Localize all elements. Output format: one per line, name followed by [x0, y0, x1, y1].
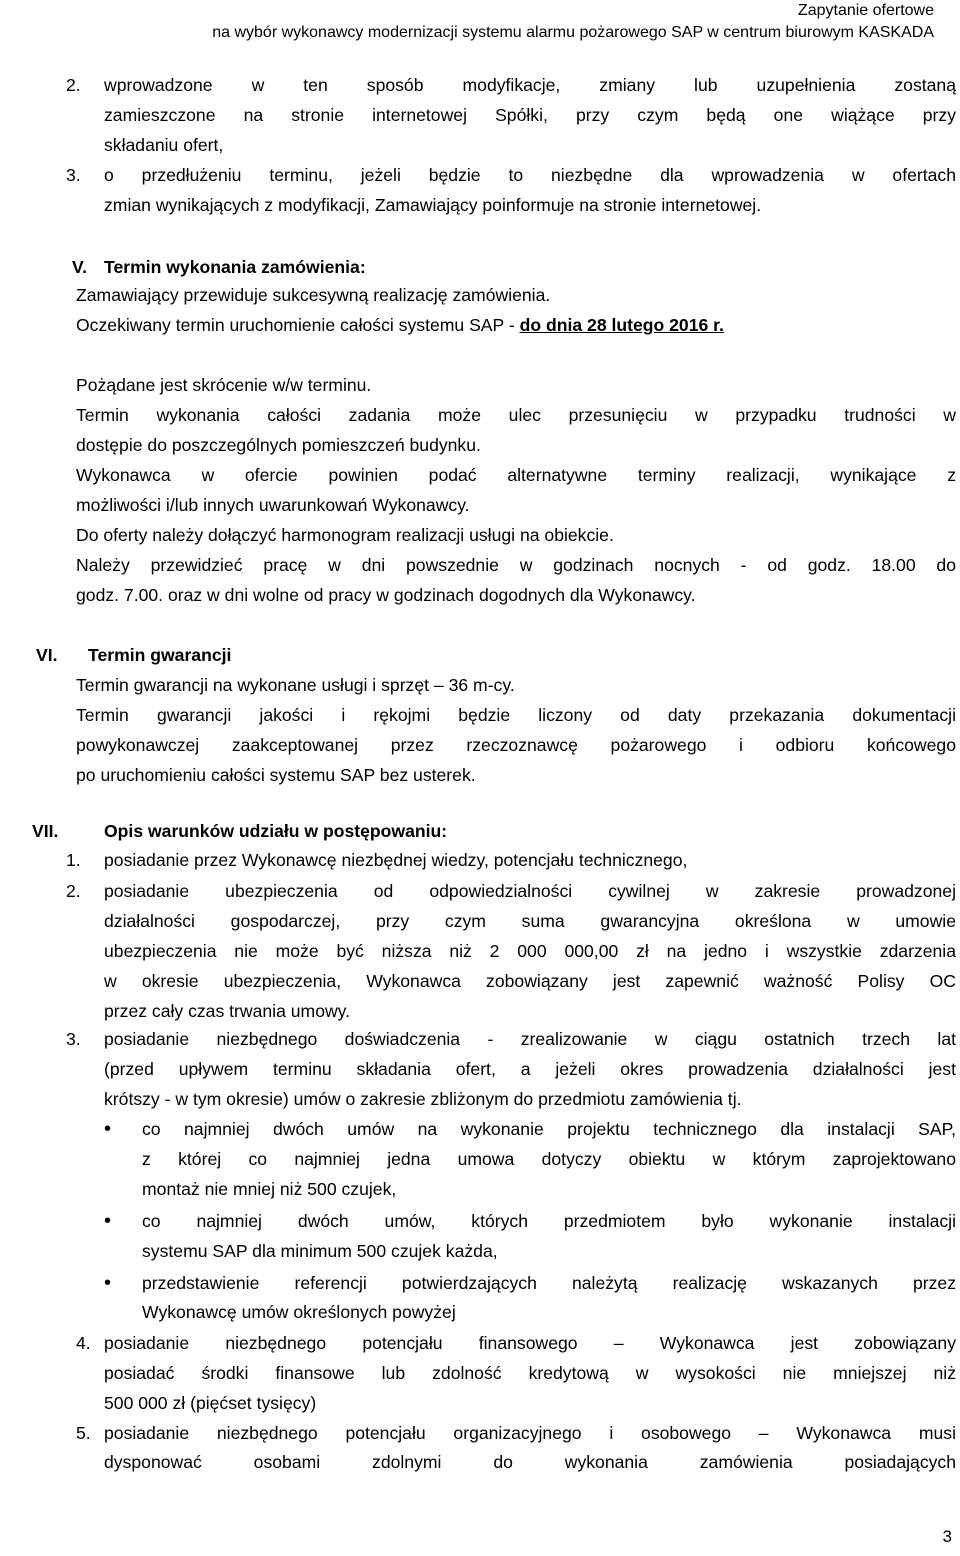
text-line: posiadanie przez Wykonawcę niezbędnej wiedzy, potencjału technicznego, [104, 850, 688, 870]
text-line: działalności gospodarczej, przy czym suma gwarancyjna określona w umowie [104, 911, 956, 931]
text-line: posiadanie niezbędnego potencjału finansowego – Wykonawca jest zobowiązany [104, 1333, 956, 1353]
text-line: dostępie do poszczególnych pomieszczeń budynku. [76, 435, 481, 455]
bullet-icon: • [104, 1210, 112, 1232]
text-line: posiadanie ubezpieczenia od odpowiedzialności cywilnej w zakresie prowadzonej [104, 881, 956, 901]
page-header [34, 0, 934, 44]
text-line: co najmniej dwóch umów na wykonanie projektu technicznego dla instalacji SAP, [142, 1119, 956, 1139]
deadline-prefix: Oczekiwany termin uruchomienie całości systemu SAP - [76, 315, 520, 335]
page-number: 3 [942, 1527, 952, 1546]
text-line: składaniu ofert, [104, 135, 224, 155]
text-line: przedstawienie referencji potwierdzających należytą realizację wskazanych przez [142, 1273, 956, 1293]
text-line: 500 000 zł (pięćset tysięcy) [104, 1393, 317, 1413]
text-line: powykonawczej zaakceptowanej przez rzeczoznawcę pożarowego i odbioru końcowego [76, 735, 956, 755]
text-line: Wykonawcę umów określonych powyżej [142, 1302, 456, 1322]
text-line: montaż nie mniej niż 500 czujek, [142, 1179, 397, 1199]
text-line: Termin wykonania całości zadania może ulec przesunięciu w przypadku trudności w [76, 405, 956, 425]
list-number: 5. [76, 1423, 91, 1443]
section-number: VII. [32, 821, 59, 841]
list-number: 3. [66, 1029, 81, 1049]
text-line: Termin gwarancji jakości i rękojmi będzie liczony od daty przekazania dokumentacji [76, 705, 956, 725]
text-line: posiadanie niezbędnego doświadczenia - zrealizowanie w ciągu ostatnich trzech lat [104, 1029, 956, 1049]
text-line: Pożądane jest skrócenie w/w terminu. [76, 375, 372, 395]
text-line: Zamawiający przewiduje sukcesywną realizację zamówienia. [76, 285, 551, 305]
text-line: posiadać środki finansowe lub zdolność kredytową w wysokości nie mniejszej niż [104, 1363, 956, 1383]
section-heading: Opis warunków udziału w postępowaniu: [104, 821, 448, 841]
text-line: po uruchomieniu całości systemu SAP bez usterek. [76, 765, 476, 785]
text-line: Należy przewidzieć pracę w dni powszednie w godzinach nocnych - od godz. 18.00 do [76, 555, 956, 575]
text-line: ubezpieczenia nie może być niższa niż 2 000 000,00 zł na jedno i wszystkie zdarzenia [104, 941, 956, 961]
text-line: posiadanie niezbędnego potencjału organizacyjnego i osobowego – Wykonawca musi [104, 1423, 956, 1443]
section-number: VI. [36, 645, 58, 665]
bullet-icon: • [104, 1118, 112, 1140]
text-line: krótszy - w tym okresie) umów o zakresie zbliżonym do przedmiotu zamówienia tj. [104, 1089, 742, 1109]
text-line [76, 310, 724, 340]
bullet-icon: • [104, 1272, 112, 1294]
list-number: 4. [76, 1333, 91, 1353]
text-line: o przedłużeniu terminu, jeżeli będzie to niezbędne dla wprowadzenia w ofertach [104, 165, 956, 185]
text-line: Termin gwarancji na wykonane usługi i sprzęt – 36 m-cy. [76, 675, 515, 695]
list-number: 3. [66, 165, 81, 185]
text-line: wprowadzone w ten sposób modyfikacje, zmiany lub uzupełnienia zostaną [104, 75, 956, 95]
text-line: zamieszczone na stronie internetowej Spółki, przy czym będą one wiążące przy [104, 105, 956, 125]
header-subtitle: na wybór wykonawcy modernizacji systemu alarmu pożarowego SAP w centrum biurowym KASKADA [212, 24, 934, 41]
text-line: w okresie ubezpieczenia, Wykonawca zobowiązany jest zapewnić ważność Polisy OC [104, 971, 956, 991]
section-heading: Termin gwarancji [88, 645, 232, 665]
text-line: możliwości i/lub innych uwarunkowań Wykonawcy. [76, 495, 470, 515]
list-number: 2. [66, 75, 81, 95]
text-line: godz. 7.00. oraz w dni wolne od pracy w godzinach dogodnych dla Wykonawcy. [76, 585, 696, 605]
text-line: dysponować osobami zdolnymi do wykonania zamówienia posiadających [104, 1452, 956, 1472]
section-number: V. [72, 257, 88, 277]
text-line: przez cały czas trwania umowy. [104, 1001, 351, 1021]
text-line: systemu SAP dla minimum 500 czujek każda, [142, 1241, 498, 1261]
deadline-date: do dnia 28 lutego 2016 r. [519, 315, 724, 335]
text-line: Do oferty należy dołączyć harmonogram realizacji usługi na obiekcie. [76, 525, 614, 545]
text-line: zmian wynikających z modyfikacji, Zamawiający poinformuje na stronie internetowej. [104, 195, 762, 215]
list-number: 2. [66, 881, 81, 901]
text-line: Wykonawca w ofercie powinien podać alternatywne terminy realizacji, wynikające z [76, 465, 956, 485]
text-line: (przed upływem terminu składania ofert, a jeżeli okres prowadzenia działalności jest [104, 1059, 956, 1079]
section-heading: Termin wykonania zamówienia: [104, 257, 366, 277]
header-title: Zapytanie ofertowe [797, 2, 934, 19]
list-number: 1. [66, 850, 81, 870]
text-line: co najmniej dwóch umów, których przedmiotem było wykonanie instalacji [142, 1211, 956, 1231]
text-line: z której co najmniej jedna umowa dotyczy obiektu w którym zaprojektowano [142, 1149, 956, 1169]
